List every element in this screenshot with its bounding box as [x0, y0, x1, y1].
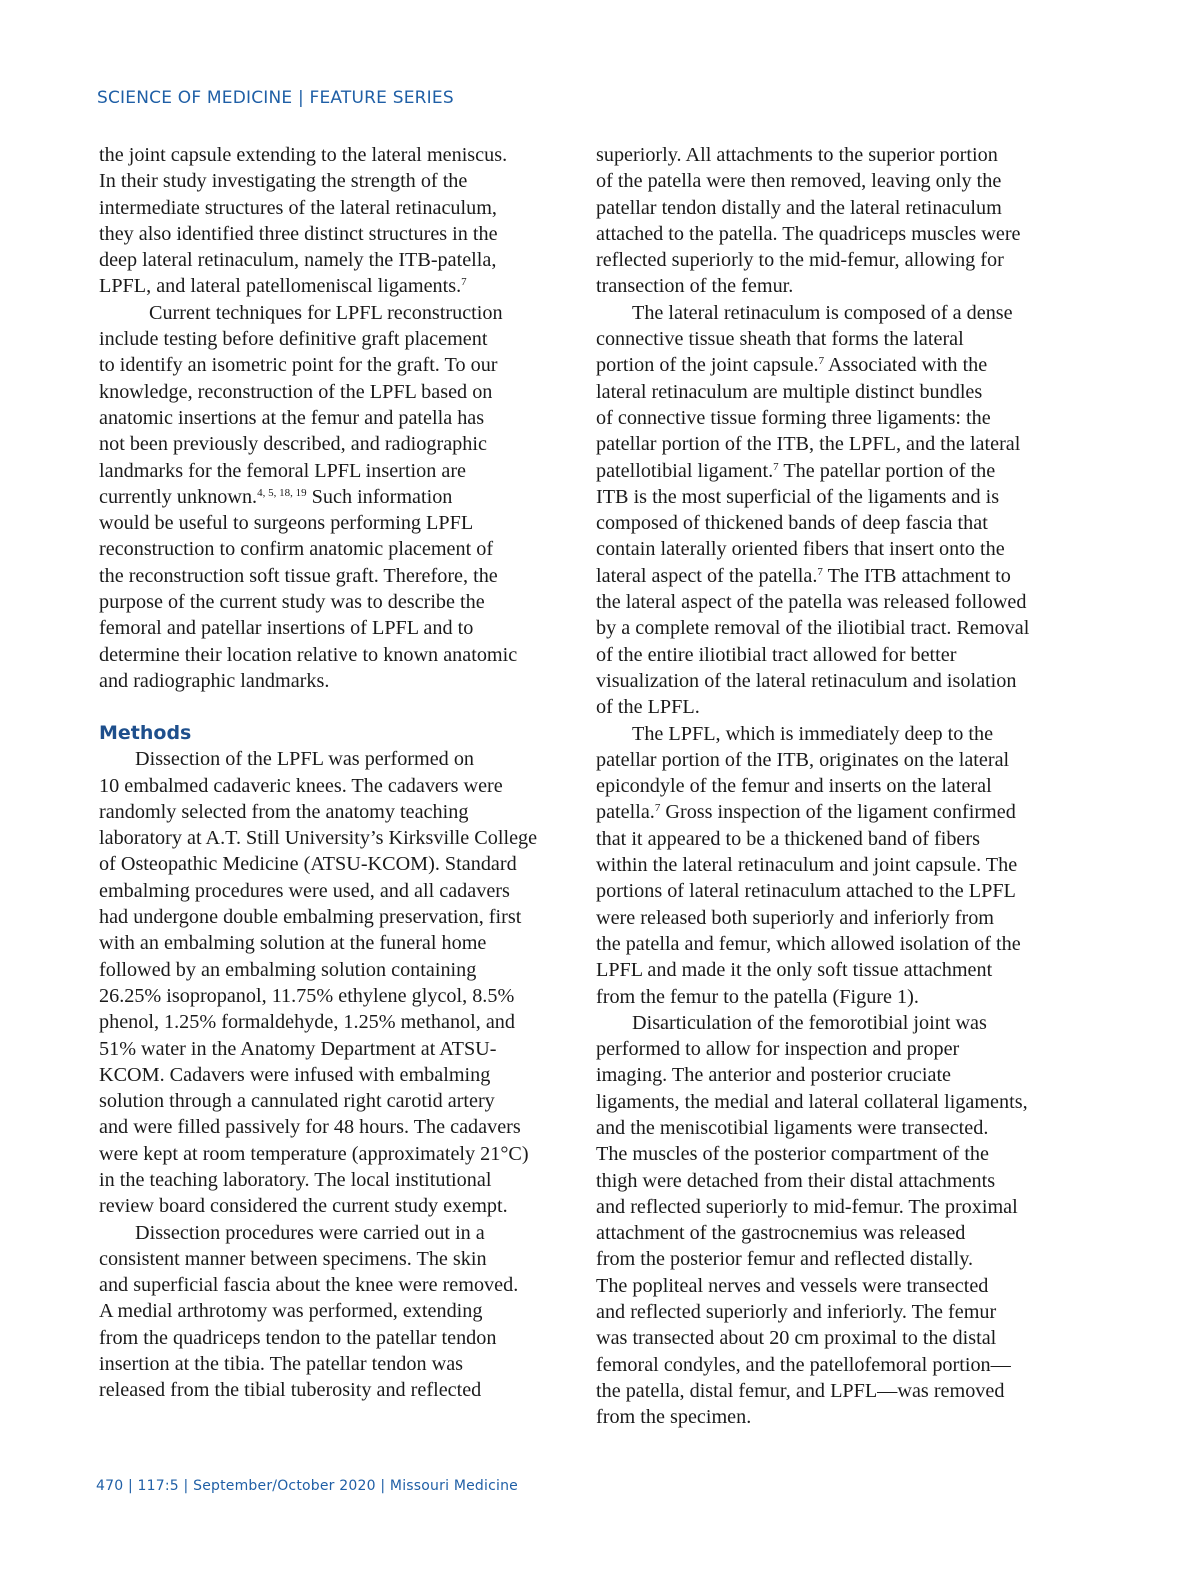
text-line: lateral retinaculum are multiple distinct bundles	[596, 380, 983, 403]
text-line: deep lateral retinaculum, namely the ITB-patella,	[99, 249, 497, 272]
text-line: review board considered the current study exempt.	[99, 1195, 508, 1218]
text-line: A medial arthrotomy was performed, extending	[99, 1300, 483, 1323]
text-line: reconstruction to confirm anatomic placement of	[99, 538, 494, 561]
text-line: LPFL and made it the only soft tissue attachment	[596, 959, 993, 982]
text-line: of Osteopathic Medicine (ATSU-KCOM). Standard	[99, 853, 517, 876]
text-line: composed of thickened bands of deep fascia that	[596, 512, 988, 535]
paragraph	[596, 721, 1056, 1010]
text-line: consistent manner between specimens. The skin	[99, 1247, 487, 1270]
text-line: 10 embalmed cadaveric knees. The cadavers were	[99, 774, 503, 797]
text-line: and superficial fascia about the knee were removed.	[99, 1274, 519, 1297]
text-line: and radiographic landmarks.	[99, 669, 330, 692]
text-line: of the LPFL.	[596, 696, 700, 719]
text-line: the joint capsule extending to the lateral meniscus.	[99, 144, 508, 166]
text-line: 51% water in the Anatomy Department at ATSU-	[99, 1037, 497, 1060]
text-line: The popliteal nerves and vessels were transected	[596, 1274, 989, 1297]
text-line: The lateral retinaculum is composed of a dense	[632, 301, 1013, 324]
text-line: imaging. The anterior and posterior cruciate	[596, 1064, 952, 1087]
page-footer: 470 | 117:5 | September/October 2020 | Missouri Medicine	[96, 1478, 518, 1494]
text-line: embalming procedures were used, and all cadavers	[99, 879, 510, 902]
text-line: purpose of the current study was to describe the	[99, 591, 485, 614]
text-line: currently unknown.$^{4, 5, 18, 19}$ Such information	[99, 485, 453, 508]
paragraph	[99, 746, 544, 1219]
text-line: epicondyle of the femur and inserts on the lateral	[596, 775, 992, 798]
text-line: not been previously described, and radiographic	[99, 433, 487, 456]
text-line: solution through a cannulated right carotid artery	[99, 1090, 495, 1113]
text-line: Dissection procedures were carried out in a	[135, 1221, 485, 1244]
text-line: they also identified three distinct structures in the	[99, 222, 498, 245]
text-line: phenol, 1.25% formaldehyde, 1.25% methanol, and	[99, 1011, 515, 1034]
text-line: the lateral aspect of the patella was released followed	[596, 591, 1027, 614]
text-line: include testing before definitive graft placement	[99, 328, 488, 351]
text-line: of connective tissue forming three ligaments: the	[596, 406, 991, 429]
text-line: contain laterally oriented fibers that insert onto the	[596, 538, 1005, 561]
text-line: had undergone double embalming preservation, first	[99, 906, 522, 929]
text-line: 26.25% isopropanol, 11.75% ethylene glycol, 8.5%	[99, 984, 515, 1007]
text-line: released from the tibial tuberosity and reflected	[99, 1379, 482, 1402]
text-line: and the meniscotibial ligaments were transected.	[596, 1116, 989, 1139]
paragraph	[99, 1220, 544, 1404]
paragraph	[596, 300, 1056, 721]
text-line: within the lateral retinaculum and joint capsule. The	[596, 854, 1018, 877]
text-line: laboratory at A.T. Still University’s Kirksville College	[99, 827, 538, 850]
text-line: by a complete removal of the iliotibial tract. Removal	[596, 617, 1030, 640]
citation-superscript: 7	[817, 565, 823, 578]
text-line: patellar portion of the ITB, originates on the lateral	[596, 748, 1010, 771]
text-line: to identify an isometric point for the graft. To our	[99, 354, 498, 377]
text-line: femoral and patellar insertions of LPFL and to	[99, 617, 474, 640]
text-line: and were filled passively for 48 hours. The cadavers	[99, 1116, 521, 1139]
text-line: was transected about 20 cm proximal to the distal	[596, 1327, 997, 1350]
text-line: from the femur to the patella (Figure 1).	[596, 985, 919, 1008]
text-line: that it appeared to be a thickened band of fibers	[596, 827, 980, 850]
text-line: insertion at the tibia. The patellar tendon was	[99, 1353, 464, 1376]
text-line: of the patella were then removed, leaving only the	[596, 170, 1002, 193]
text-line: patellotibial ligament.$^7$ The patellar portion of the	[596, 459, 996, 482]
text-line: Dissection of the LPFL was performed on	[135, 748, 475, 771]
text-line: the patella and femur, which allowed isolation of the	[596, 932, 1021, 955]
text-line: connective tissue sheath that forms the lateral	[596, 328, 964, 351]
text-line: performed to allow for inspection and proper	[596, 1038, 960, 1061]
text-line: followed by an embalming solution containing	[99, 958, 477, 981]
text-line: intermediate structures of the lateral retinaculum,	[99, 196, 497, 219]
paragraph	[99, 142, 544, 300]
text-line: would be useful to surgeons performing LPFL	[99, 512, 474, 535]
text-line: The LPFL, which is immediately deep to the	[632, 722, 994, 745]
paragraph	[596, 1010, 1056, 1431]
text-line: KCOM. Cadavers were infused with embalming	[99, 1063, 491, 1086]
text-line: the patella, distal femur, and LPFL—was removed	[596, 1379, 1005, 1402]
text-line: from the specimen.	[596, 1406, 752, 1429]
left-column	[99, 142, 544, 1404]
text-line: ligaments, the medial and lateral collateral ligaments,	[596, 1090, 1028, 1113]
text-line: reflected superiorly to the mid-femur, allowing for	[596, 249, 1004, 272]
citation-superscript: 4, 5, 18, 19	[257, 486, 307, 499]
citation-superscript: 7	[654, 802, 661, 815]
text-line: the reconstruction soft tissue graft. Therefore, the	[99, 564, 498, 587]
paragraph	[99, 300, 544, 694]
text-line: anatomic insertions at the femur and patella has	[99, 406, 485, 429]
text-line: randomly selected from the anatomy teaching	[99, 800, 469, 823]
text-line: In their study investigating the strength of the	[99, 170, 468, 193]
text-line: were kept at room temperature (approximately 21°C)	[99, 1142, 529, 1165]
text-line: thigh were detached from their distal attachments	[596, 1169, 996, 1192]
paragraph	[596, 142, 1056, 300]
text-line: landmarks for the femoral LPFL insertion are	[99, 459, 467, 482]
text-line: patella.$^7$ Gross inspection of the ligament confirmed	[596, 801, 1016, 824]
text-line: and reflected superiorly and inferiorly. The femur	[596, 1301, 997, 1324]
text-line: and reflected superiorly to mid-femur. The proximal	[596, 1195, 1018, 1218]
section-heading-methods: Methods	[99, 722, 192, 745]
text-line: portions of lateral retinaculum attached to the LPFL	[596, 880, 1016, 903]
text-line: ITB is the most superficial of the ligaments and is	[596, 485, 1000, 508]
text-line: with an embalming solution at the funeral home	[99, 932, 487, 955]
citation-superscript: 7	[773, 460, 779, 473]
text-line: of the entire iliotibial tract allowed for better	[596, 643, 957, 666]
text-line: Disarticulation of the femorotibial joint was	[632, 1011, 987, 1034]
text-line: superiorly. All attachments to the superior portion	[596, 144, 998, 166]
text-line: patellar tendon distally and the lateral retinaculum	[596, 196, 1002, 219]
text-line: in the teaching laboratory. The local institutional	[99, 1168, 492, 1191]
text-line: The muscles of the posterior compartment of the	[596, 1143, 989, 1166]
text-line: lateral aspect of the patella.$^7$ The ITB attachment to	[596, 564, 1011, 587]
text-line: LPFL, and lateral patellomeniscal ligaments.$^7$	[99, 275, 467, 298]
text-line: femoral condyles, and the patellofemoral portion—	[596, 1353, 1011, 1376]
text-line: determine their location relative to known anatomic	[99, 643, 518, 666]
text-line: from the quadriceps tendon to the patellar tendon	[99, 1326, 497, 1349]
text-line: Current techniques for LPFL reconstruction	[149, 301, 503, 324]
text-line: attachment of the gastrocnemius was released	[596, 1222, 966, 1245]
text-line: attached to the patella. The quadriceps muscles were	[596, 222, 1021, 245]
text-line: knowledge, reconstruction of the LPFL based on	[99, 380, 493, 403]
text-line: transection of the femur.	[596, 275, 794, 298]
citation-superscript: 7	[818, 355, 825, 368]
text-line: visualization of the lateral retinaculum and isolation	[596, 669, 1017, 692]
text-line: from the posterior femur and reflected distally.	[596, 1248, 974, 1271]
text-line: portion of the joint capsule.$^7$ Associated with the	[596, 354, 988, 377]
running-header: SCIENCE OF MEDICINE | FEATURE SERIES	[97, 88, 454, 108]
text-line: patellar portion of the ITB, the LPFL, and the lateral	[596, 433, 1021, 456]
text-line: were released both superiorly and inferiorly from	[596, 906, 994, 929]
citation-superscript: 7	[461, 276, 467, 289]
right-column	[596, 142, 1056, 1431]
